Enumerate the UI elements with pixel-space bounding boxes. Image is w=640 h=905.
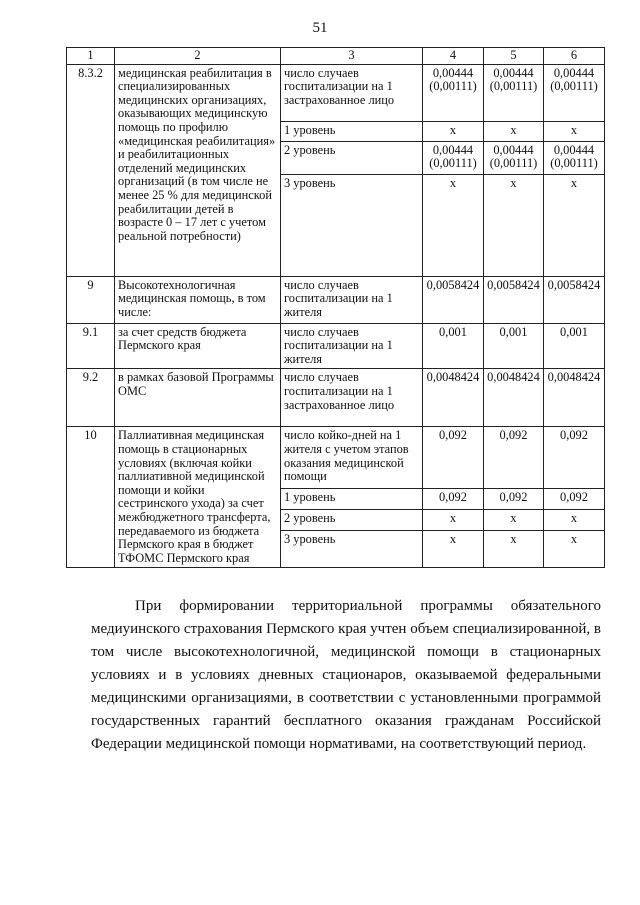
value-cell: х: [544, 510, 605, 531]
unit-cell: 3 уровень: [281, 174, 423, 276]
header-cell: 2: [115, 48, 281, 65]
header-cell: 5: [484, 48, 544, 65]
table-row: [67, 64, 605, 121]
value-cell: 0,001: [544, 323, 605, 369]
unit-cell: число случаев госпитализации на 1 застрахованное лицо: [281, 369, 423, 427]
value-cell: 0,0058424: [423, 276, 484, 323]
value-cell: 0,0048424: [544, 369, 605, 427]
row-number: 9: [67, 276, 115, 323]
value-cell: 0,092: [544, 427, 605, 489]
value-cell: 0,00444 (0,00111): [423, 64, 484, 121]
value-cell: 0,092: [544, 489, 605, 510]
body-paragraph: При формировании территориальной программы обязательного медиуинского страхования Пермского края учтен объем специализированной, в том числе высокотехнологичной, медицинской помощи в стационарных условиях и в условиях дневных стационаров, оказываемой федеральными медицинскими организациями, в соответствии с установленными программой государственных гарантий бесплатного оказания гражданам Российской Федерации медицинской помощи нормативами, на соответствующий период.: [91, 598, 601, 752]
row-number: 9.2: [67, 369, 115, 427]
unit-cell: 2 уровень: [281, 510, 423, 531]
row-name: в рамках базовой Программы ОМС: [115, 369, 281, 427]
value-cell: х: [484, 530, 544, 568]
header-cell: 4: [423, 48, 484, 65]
value-cell: х: [484, 174, 544, 276]
value-cell: х: [423, 121, 484, 141]
value-cell: х: [484, 510, 544, 531]
value-cell: 0,001: [423, 323, 484, 369]
value-cell: 0,092: [423, 427, 484, 489]
row-number: 9.1: [67, 323, 115, 369]
table-row: [67, 427, 605, 489]
row-number: 10: [67, 427, 115, 568]
value-cell: 0,092: [484, 489, 544, 510]
value-cell: 0,00444 (0,00111): [484, 141, 544, 174]
value-cell: х: [423, 530, 484, 568]
value-cell: 0,0048424: [484, 369, 544, 427]
row-number: 8.3.2: [67, 64, 115, 276]
value-cell: х: [544, 121, 605, 141]
value-cell: 0,092: [484, 427, 544, 489]
value-cell: х: [544, 530, 605, 568]
value-cell: 0,0058424: [544, 276, 605, 323]
unit-cell: 2 уровень: [281, 141, 423, 174]
unit-cell: 1 уровень: [281, 121, 423, 141]
value-cell: 0,00444 (0,00111): [423, 141, 484, 174]
value-cell: х: [423, 510, 484, 531]
value-cell: х: [484, 121, 544, 141]
value-cell: х: [423, 174, 484, 276]
value-cell: 0,0058424: [484, 276, 544, 323]
row-name: Высокотехнологичная медицинская помощь, в том числе:: [115, 276, 281, 323]
row-name: медицинская реабилитация в специализированных медицинских организациях, оказывающих медицинскую помощь по профилю «медицинская реабилитация» и реабилитационных отделений медицинских организаций (в том числе не менее 25 % для медицинской реабилитации детей в возрасте 0 – 17 лет с учетом реальной потребности): [115, 64, 281, 276]
table-row: [67, 276, 605, 323]
page-number: 51: [312, 20, 328, 36]
unit-cell: число случаев госпитализации на 1 жителя: [281, 276, 423, 323]
unit-cell: 1 уровень: [281, 489, 423, 510]
norms-table: [66, 47, 605, 568]
row-name: за счет средств бюджета Пермского края: [115, 323, 281, 369]
value-cell: х: [544, 174, 605, 276]
value-cell: 0,001: [484, 323, 544, 369]
unit-cell: число случаев госпитализации на 1 застрахованное лицо: [281, 64, 423, 121]
value-cell: 0,00444 (0,00111): [544, 141, 605, 174]
header-cell: 3: [281, 48, 423, 65]
header-cell: 1: [67, 48, 115, 65]
value-cell: 0,0048424: [423, 369, 484, 427]
unit-cell: число случаев госпитализации на 1 жителя: [281, 323, 423, 369]
unit-cell: 3 уровень: [281, 530, 423, 568]
header-cell: 6: [544, 48, 605, 65]
header-row: [67, 48, 605, 65]
value-cell: 0,00444 (0,00111): [484, 64, 544, 121]
value-cell: 0,092: [423, 489, 484, 510]
table-row: [67, 369, 605, 427]
value-cell: 0,00444 (0,00111): [544, 64, 605, 121]
table-row: [67, 323, 605, 369]
row-name: Паллиативная медицинская помощь в стационарных условиях (включая койки паллиативной медицинской помощи и койки сестринского ухода) за счет межбюджетного трансферта, передаваемого из бюджета Пермского края в бюджет ТФОМС Пермского края: [115, 427, 281, 568]
unit-cell: число койко-дней на 1 жителя с учетом этапов оказания медицинской помощи: [281, 427, 423, 489]
